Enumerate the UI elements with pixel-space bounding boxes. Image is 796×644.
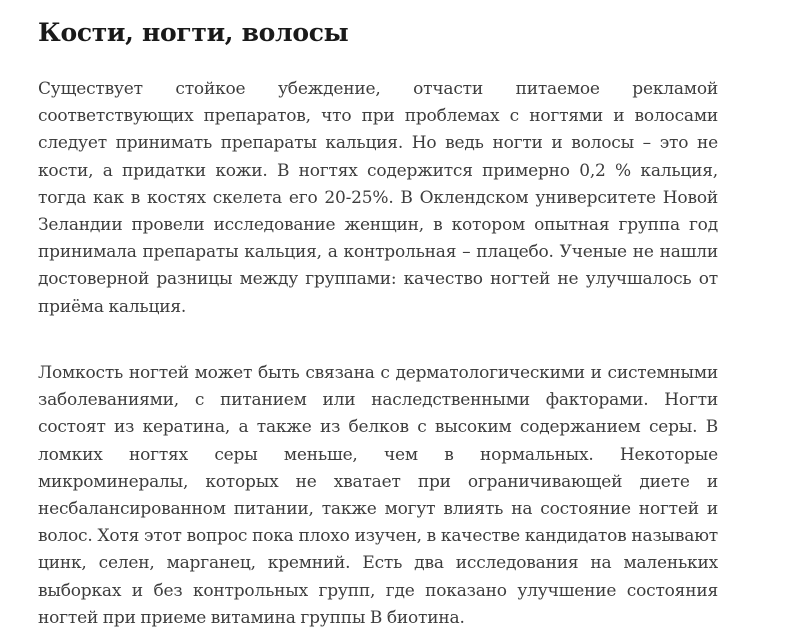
article-paragraph-1: Существует стойкое убеждение, отчасти питаемое рекламой соответствующих препаратов, что при проблемах с ногтями и волосами следует принимать препараты кальция. Но ведь ногти и волосы – это не кости, а придатки кожи. В ногтях содержится примерно 0,2 % кальция, тогда как в костях скелета его 20-25%. В Оклендском университете Новой Зеландии провели исследование женщин, в котором опытная группа год принимала препараты кальция, а контрольная – плацебо. Ученые не нашли достоверной разницы между группами: качество ногтей не улучшалось от приёма кальция. [38, 79, 718, 317]
article-heading: Кости, ногти, волосы [38, 18, 349, 47]
article-paragraph-2: Ломкость ногтей может быть связана с дерматологическими и системными заболеваниями, с питанием или наследственными факторами. Ногти состоят из кератина, а также из белков с высоким содержанием серы. В ломких ногтях серы меньше, чем в нормальных. Некоторые микроминералы, которых не хватает при ограничивающей диете и несбалансированном питании, также могут влиять на состояние ногтей и волос. Хотя этот вопрос пока плохо изучен, в качестве кандидатов называют цинк, селен, марганец, кремний. Есть два исследования на маленьких выборках и без контрольных групп, где показано улучшение состояния ногтей при приеме витамина группы В биотина. [38, 363, 718, 628]
